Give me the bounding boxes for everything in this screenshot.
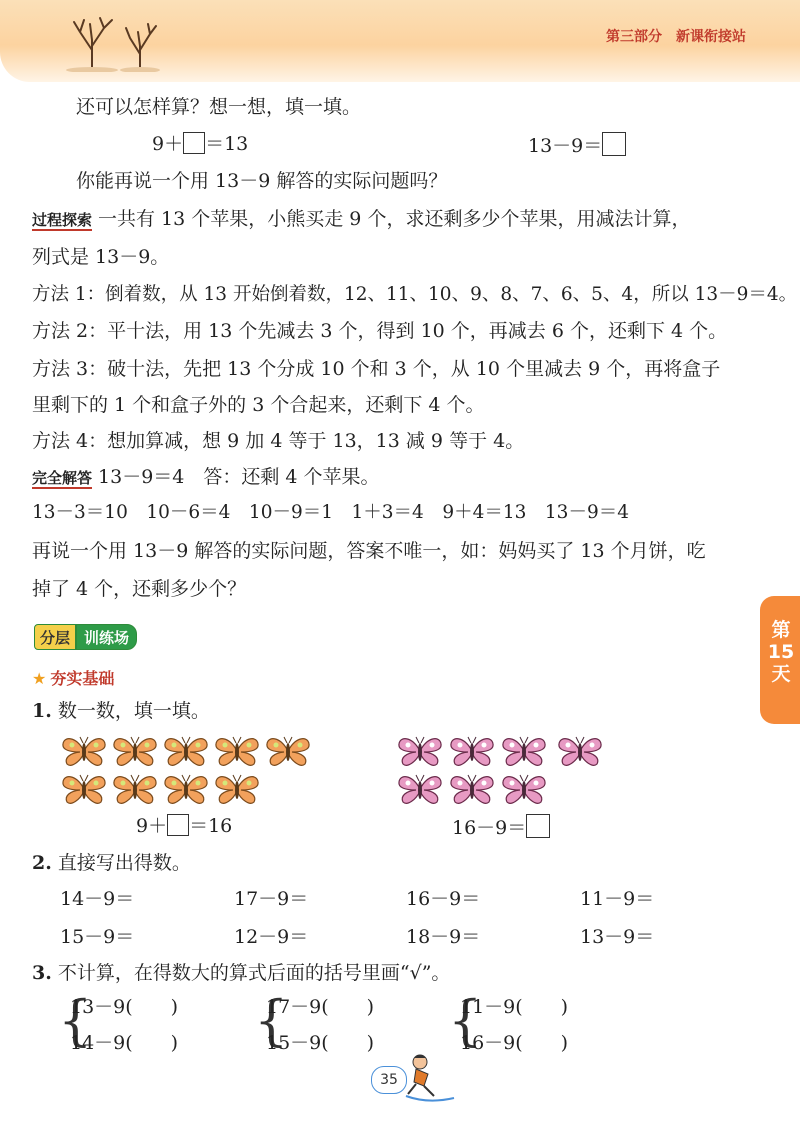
subhead-text: 夯实基础 — [50, 669, 115, 688]
bare-trees-illustration — [52, 10, 172, 72]
intro-line-1: 还可以怎样算？想一想，填一填。 — [76, 96, 362, 118]
eq1-right: ＝13 — [205, 133, 249, 155]
q1-text: 数一数，填一填。 — [57, 700, 210, 722]
butterfly — [396, 734, 444, 768]
q3-item: 15－9( ) — [266, 1032, 375, 1054]
star-icon: ★ — [32, 669, 47, 688]
answer-text-1: 13－9＝4 答：还剩 4 个苹果。 — [98, 466, 380, 488]
question-1 — [32, 700, 210, 723]
running-child-illustration — [398, 1052, 458, 1104]
process-tag: 过程探索 — [32, 211, 93, 229]
practice-subhead — [32, 666, 114, 689]
section-subtitle: 新课衔接站 — [676, 29, 746, 45]
question-2 — [32, 852, 191, 875]
intro-equation-2 — [528, 132, 626, 158]
side-tab-line-2: 15 — [767, 640, 795, 663]
banner-title — [592, 26, 746, 46]
practice-badge-b: 训练场 — [76, 624, 137, 650]
butterfly — [162, 772, 210, 806]
q2-item: 14－9＝ — [60, 888, 135, 910]
q3-number: 3. — [32, 962, 52, 984]
q3-item: 16－9( ) — [460, 1032, 569, 1054]
butterfly — [111, 772, 159, 806]
q2-item: 11－9＝ — [580, 888, 655, 910]
q2-item: 15－9＝ — [60, 926, 135, 948]
q2-item: 16－9＝ — [406, 888, 481, 910]
practice-badge — [34, 624, 137, 650]
intro-line-2: 你能再说一个用 13－9 解答的实际问题吗？ — [76, 170, 448, 192]
q3-item: 11－9( ) — [460, 996, 569, 1018]
q3-item: 14－9( ) — [70, 1032, 179, 1054]
q2-item: 13－9＝ — [580, 926, 655, 948]
answer-line-4: 掉了 4 个，还剩多少个？ — [32, 578, 247, 600]
q1-eq2-left: 16－9＝ — [452, 817, 527, 839]
answer-line-2: 13－3＝10 10－6＝4 10－9＝1 1＋3＝4 9＋4＝13 13－9＝4 — [32, 502, 629, 523]
brace: { — [254, 989, 289, 1052]
section-label: 第三部分 — [606, 29, 662, 45]
answer-box[interactable] — [526, 814, 550, 838]
side-tab-line-3: 天 — [771, 662, 791, 685]
answer-tag: 完全解答 — [32, 469, 93, 487]
question-3 — [32, 962, 450, 985]
process-line-1 — [32, 208, 690, 231]
answer-line-1 — [32, 466, 380, 489]
page-number: 35 — [371, 1066, 407, 1094]
butterfly — [448, 772, 496, 806]
header-banner — [0, 0, 800, 82]
answer-box[interactable] — [167, 814, 189, 836]
q1-eq1-right: ＝16 — [189, 815, 233, 837]
method-3a: 方法 3：破十法，先把 13 个分成 10 个和 3 个，从 10 个里减去 9 个，再将盒子 — [32, 358, 721, 380]
q1-equation-1 — [136, 814, 232, 838]
butterfly — [396, 772, 444, 806]
q1-eq1-left: 9＋ — [136, 815, 168, 837]
butterfly — [556, 734, 604, 768]
intro-equation-1 — [152, 132, 248, 156]
method-4: 方法 4：想加算减，想 9 加 4 等于 13，13 减 9 等于 4。 — [32, 430, 525, 452]
q3-item: 17－9( ) — [266, 996, 375, 1018]
brace: { — [58, 989, 93, 1052]
q2-number: 2. — [32, 852, 52, 874]
process-line-2: 列式是 13－9。 — [32, 246, 170, 268]
q2-item: 17－9＝ — [234, 888, 309, 910]
butterfly — [213, 772, 261, 806]
brace: { — [448, 989, 483, 1052]
q1-equation-2 — [452, 814, 550, 840]
q2-text: 直接写出得数。 — [57, 852, 191, 874]
practice-badge-a: 分层 — [34, 624, 76, 650]
process-text-1: 一共有 13 个苹果，小熊买走 9 个，求还剩多少个苹果，用减法计算， — [98, 208, 691, 230]
q3-text: 不计算，在得数大的算式后面的括号里画“√”。 — [57, 962, 451, 984]
butterfly — [111, 734, 159, 768]
answer-box[interactable] — [602, 132, 626, 156]
day-side-tab — [760, 596, 800, 724]
q2-item: 12－9＝ — [234, 926, 309, 948]
q2-item: 18－9＝ — [406, 926, 481, 948]
answer-box[interactable] — [183, 132, 205, 154]
butterfly — [448, 734, 496, 768]
butterfly — [60, 772, 108, 806]
butterfly — [500, 772, 548, 806]
butterfly — [213, 734, 261, 768]
q3-item: 13－9( ) — [70, 996, 179, 1018]
q1-number: 1. — [32, 700, 52, 722]
butterfly — [500, 734, 548, 768]
eq2-left: 13－9＝ — [528, 135, 603, 157]
butterfly — [264, 734, 312, 768]
butterfly — [60, 734, 108, 768]
side-tab-line-1: 第 — [771, 619, 791, 641]
method-3b: 里剩下的 1 个和盒子外的 3 个合起来，还剩下 4 个。 — [32, 394, 485, 416]
method-1: 方法 1：倒着数，从 13 开始倒着数，12、11、10、9、8、7、6、5、4，所以 13－9＝4。 — [32, 284, 798, 305]
answer-line-3: 再说一个用 13－9 解答的实际问题，答案不唯一，如：妈妈买了 13 个月饼，吃 — [32, 540, 706, 562]
butterfly — [162, 734, 210, 768]
method-2: 方法 2：平十法，用 13 个先减去 3 个，得到 10 个，再减去 6 个，还剩下 4 个。 — [32, 320, 728, 342]
eq1-left: 9＋ — [152, 133, 184, 155]
